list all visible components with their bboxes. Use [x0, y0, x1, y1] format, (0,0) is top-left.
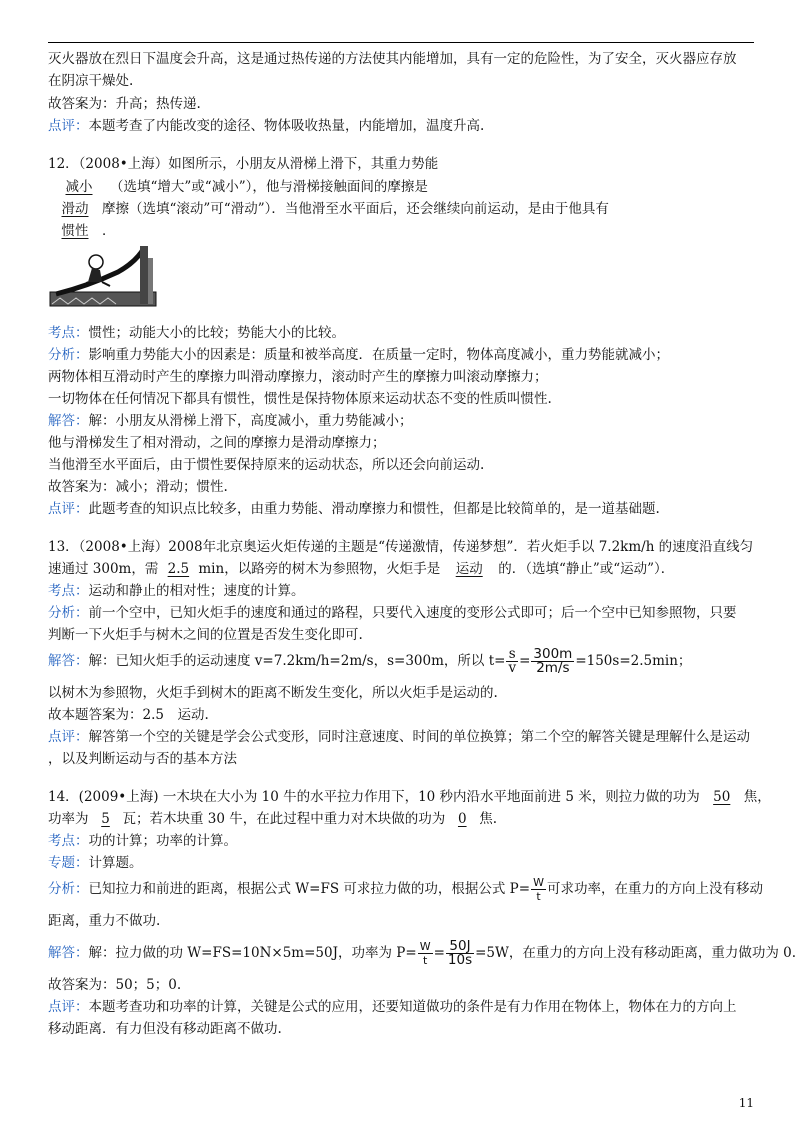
question-13-stem: 13．（2008•上海）2008年北京奥运火炬传递的主题是“传递激情，传递梦想”．若火炬手以 7.2km/h 的速度沿直线匀 [48, 539, 754, 555]
comment-line: 点评：本题考查功和功率的计算，关键是公式的应用，还要知道做功的条件是有力作用在物体上，物体在力的方向上 [48, 999, 737, 1015]
text-line: 功率为 5 瓦；若木块重 30 牛，在此过程中重力对木块做的功为 0 焦. [48, 808, 497, 830]
text-line: 距离，重力不做功. [48, 913, 161, 929]
document-page [48, 0, 797, 1132]
text-line: 一切物体在任何情况下都具有惯性，惯性是保持物体原来运动状态不变的性质叫惯性. [48, 391, 552, 407]
text-line: 以树木为参照物，火炬手到树木的距离不断发生变化，所以火炬手是运动的. [48, 685, 498, 701]
comment-line: 点评：本题考查了内能改变的途径、物体吸收热量，内能增加，温度升高. [48, 118, 485, 134]
text-line: 当他滑至水平面后，由于惯性要保持原来的运动状态，所以还会向前运动. [48, 457, 485, 473]
text-line: 在阴凉干燥处. [48, 73, 134, 89]
question-14-stem: 14．(2009•上海) 一木块在大小为 10 牛的水平拉力作用下，10 秒内沿水平地面前进 5 米，则拉力做的功为 50 焦， [48, 786, 771, 808]
answer-line: 故答案为：50；5；0. [48, 977, 182, 993]
solution-line: 解答：解：拉力做的功 W=FS=10N×5m=50J，功率为 P= $\frac{W}{t}$ = $\frac{50J}{10s}$ =5W，在重力的方向上没有移动距离，重力做功为 0. [48, 938, 797, 968]
answer-blank: 运动 [455, 561, 483, 577]
comment-line: 点评：解答第一个空的关键是学会公式变形，同时注意速度、时间的单位换算；第二个空的解答关键是理解什么是运动 [48, 729, 750, 745]
text-line: 移动距离．有力但没有移动距离不做功. [48, 1021, 282, 1037]
keypoint-line: 考点：运动和静止的相对性；速度的计算。 [48, 583, 305, 599]
page-number: 11 [738, 1096, 754, 1110]
answer-blank: 0 [457, 811, 467, 827]
fraction: $\frac{50J}{10s}$ [447, 938, 473, 968]
keypoint-line: 考点：功的计算；功率的计算。 [48, 833, 237, 849]
fraction: $\frac{W}{t}$ [533, 876, 544, 903]
text-line: 两物体相互滑动时产生的摩擦力叫滑动摩擦力，滚动时产生的摩擦力叫滚动摩擦力； [48, 369, 548, 385]
keypoint-line: 考点：惯性；动能大小的比较；势能大小的比较。 [48, 325, 345, 341]
answer-blank: 5 [101, 811, 110, 827]
answer-blank: 减小 [65, 179, 93, 195]
text-line: 惯性 ． [48, 220, 116, 242]
text-line: 他与滑梯发生了相对滑动，之间的摩擦力是滑动摩擦力； [48, 435, 386, 451]
text-line: 灭火器放在烈日下温度会升高，这是通过热传递的方法使其内能增加，具有一定的危险性，为了安全，灭火器应存放 [48, 51, 737, 67]
answer-line: 故答案为：减小；滑动；惯性. [48, 479, 228, 495]
analysis-line: 分析：前一个空中，已知火炬手的速度和通过的路程，只要代入速度的变形公式即可；后一个空中已知参照物，只要 [48, 605, 737, 621]
comment-label: 点评： [48, 118, 89, 134]
analysis-line: 分析：已知拉力和前进的距离，根据公式 W=FS 可求拉力做的功，根据公式 P= $\frac{W}{t}$ 可求功率，在重力的方向上没有移动 [48, 876, 763, 903]
question-12-stem: 12．（2008•上海）如图所示，小朋友从滑梯上滑下，其重力势能 [48, 156, 439, 172]
text-line: 故本题答案为：2.5 运动. [48, 707, 209, 723]
answer-blank: 惯性 [61, 223, 89, 239]
answer-blank: 2.5 [167, 561, 190, 577]
text-line: ，以及判断运动与否的基本方法 [48, 751, 237, 767]
topic-line: 专题：计算题。 [48, 855, 143, 871]
text-line: 判断一下火炬手与树木之间的位置是否发生变化即可. [48, 627, 363, 643]
solution-line: 解答：解：小朋友从滑梯上滑下，高度减小，重力势能减小； [48, 413, 413, 429]
text-line: 滑动 摩擦（选填“滚动”可“滑动”）．当他滑至水平面后，还会继续向前运动，是由于他具有 [48, 198, 609, 220]
comment-line: 点评：此题考查的知识点比较多，由重力势能、滑动摩擦力和惯性，但都是比较简单的，是一道基础题. [48, 501, 660, 517]
fraction: $\frac{s}{v}$ [508, 646, 517, 676]
fraction: $\frac{300m}{2m/s}$ [533, 646, 573, 676]
slide-figure [48, 242, 160, 312]
fraction: $\frac{W}{t}$ [419, 940, 431, 967]
solution-line: 解答：解：已知火炬手的运动速度 v=7.2km/h=2m/s，s=300m，所以 t= $\frac{s}{v}$ = $\frac{300m}{2m/s}$ =150s=2.5min； [48, 646, 692, 676]
text-line: 速通过 300m，需 2.5 min，以路旁的树木为参照物，火炬手是 运动 的．（选填“静止”或“运动”）． [48, 558, 674, 580]
analysis-line: 分析：影响重力势能大小的因素是：质量和被举高度．在质量一定时，物体高度减小，重力势能就减小； [48, 347, 669, 363]
text-line: 减小 （选填“增大”或“减小”），他与滑梯接触面间的摩擦是 [48, 176, 428, 198]
header-rule [48, 42, 754, 43]
answer-blank: 50 [713, 789, 731, 805]
answer-line: 故答案为：升高；热传递. [48, 96, 201, 112]
answer-blank: 滑动 [61, 201, 89, 217]
